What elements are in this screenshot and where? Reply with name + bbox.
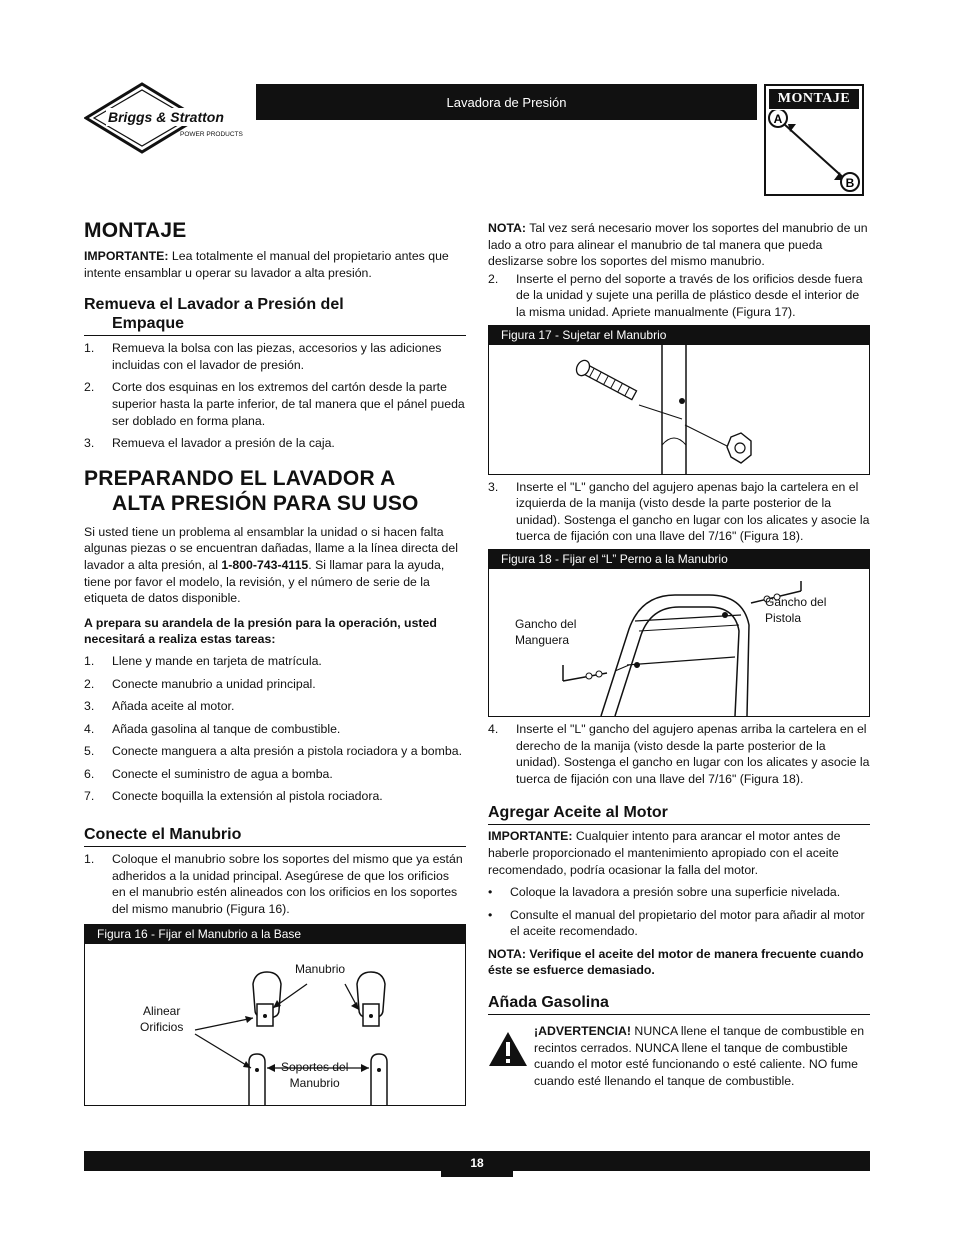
page-number: 18 (441, 1151, 513, 1177)
list-number: 3. (84, 699, 95, 714)
conecte-list (84, 851, 466, 917)
heading-preparando (84, 466, 466, 516)
warning-label: ¡ADVERTENCIA! (534, 1024, 632, 1039)
heading-preparando-line2: ALTA PRESIÓN PARA SU USO (112, 491, 419, 515)
figure-16-caption: Figura 16 - Fijar el Manubrio a la Base (85, 925, 465, 944)
a-to-b-arrow-icon (766, 110, 862, 194)
point-a-label: A (773, 112, 783, 126)
list-number: 1. (84, 852, 95, 867)
nota-text: Tal vez será necesario mover los soportes del manubrio de un lado a otro para alinear el manubrio de tal manera que pueda deslizarse sobre los soportes del mismo manubrio. (488, 221, 868, 269)
list-item (84, 766, 466, 783)
label-soportes-manubrio (281, 1059, 348, 1091)
label-alinear-line1: Alinear (142, 1004, 181, 1019)
label-manguera-line1: Gancho del (515, 616, 577, 631)
list-number: 7. (84, 789, 95, 804)
label-gancho-manguera (515, 616, 576, 648)
preparando-paragraph (84, 524, 466, 607)
list-number: 6. (84, 766, 95, 781)
figure-17 (488, 325, 870, 475)
importante-label: IMPORTANTE: (84, 249, 169, 263)
heading-conecte: Conecte el Manubrio (84, 825, 466, 847)
list-number: 5. (84, 744, 95, 759)
header-title-bar (256, 84, 757, 120)
label-soportes-line2: Manubrio (289, 1076, 340, 1091)
label-soportes-line1: Soportes del (281, 1060, 349, 1075)
figure-18-caption: Figura 18 - Fijar el “L” Perno a la Manubrio (489, 550, 869, 569)
figure-17-caption: Figura 17 - Sujetar el Manubrio (489, 326, 869, 345)
list-text: Añada gasolina al tanque de combustible. (112, 721, 341, 736)
list-text: Coloque el manubrio sobre los soportes del mismo que ya están adheridos a la unidad principal. Asegúrese de que los orificios en el manubrio estén alineados con los orificios en los soportes del mismo manubrio (Figura 16). (112, 852, 463, 916)
brand-logo (84, 80, 256, 156)
list-item (488, 884, 870, 901)
list-text: Conecte manguera a alta presión a pistola rociadora y a bomba. (112, 744, 462, 759)
nota-verifique: NOTA: Verifique el aceite del motor de manera frecuente cuando éste se esfuerce demasiado. (488, 946, 864, 978)
bolt-knob-illustration (489, 345, 869, 474)
label-pistola-line1: Gancho del (765, 594, 827, 609)
aceite-paragraph (488, 828, 870, 878)
list-text: Llene y mande en tarjeta de matrícula. (112, 653, 322, 668)
aceite-bullets (488, 884, 870, 940)
list-number: 4. (84, 721, 95, 736)
list-text: Inserte el "L" gancho del agujero apenas arriba la cartelera en el derecho de la manija (visto desde la parte posterior de la unidad). Sostenga el gancho en lugar con los alicates y asocie la tuerca de fijación con una llave del 7/16" (Figura 18). (516, 721, 870, 786)
list-item (488, 479, 870, 545)
list-item (488, 721, 870, 787)
warning-triangle-icon (488, 1031, 528, 1067)
list-number: 1. (84, 341, 95, 356)
aceite-text: Cualquier intento para arancar el motor antes de haberle proporcionado el mantenimiento apropiado con el aceite recomendado, podría ocasionar la falla del motor. (488, 829, 841, 877)
tasks-intro: A prepara su arandela de la presión para la operación, usted necesitará a realiza estas tareas: (84, 615, 437, 647)
section-tab-title: MONTAJE (769, 89, 859, 109)
list-text: Remueva la bolsa con las piezas, accesorios y las adiciones incluidas con el lavador de presión. (112, 341, 442, 372)
list-item (488, 907, 870, 940)
list-item (84, 788, 466, 805)
label-manubrio: Manubrio (295, 962, 346, 977)
heading-preparando-line1: PREPARANDO EL LAVADOR A (84, 466, 396, 490)
list-text: Inserte el perno del soporte a través de los orificios desde fuera de la unidad y sujete una perilla de plástico desde el interior de la misma unidad. Apriete manualmente (Figura 17). (516, 271, 863, 319)
label-gancho-pistola (765, 594, 826, 626)
aceite-label: IMPORTANTE: (488, 829, 573, 844)
nota-label: NOTA: (488, 221, 527, 235)
list-number: 2. (84, 380, 95, 395)
preparando-text-a: Si usted tiene un problema al ensamblar la unidad o si hacen falta algunas piezas o se encuentran dañadas, llame a la línea directa del lavador a alta presión, al (84, 524, 458, 572)
warning-paragraph (534, 1023, 870, 1089)
list-number: 2. (488, 271, 499, 286)
importante-paragraph (84, 248, 466, 281)
list-item (84, 721, 466, 738)
list-text: Coloque la lavadora a presión sobre una superficie nivelada. (510, 885, 841, 900)
list-text: Inserte el "L" gancho del agujero apenas bajo la cartelera en el izquierda de la manija (visto desde la parte posterior de la unidad). Sostenga el gancho en lugar con los alicates y asocie la tuerca de fijación con una llave del 7/16" (Figura 18). (516, 479, 870, 544)
list-text: Conecte manubrio a unidad principal. (112, 676, 316, 691)
heading-montaje: MONTAJE (84, 219, 187, 242)
left-column (84, 218, 466, 1106)
bullet-icon: • (488, 885, 493, 900)
header-title: Lavadora de Presión (446, 94, 567, 110)
label-alinear-line2: Orificios (140, 1020, 184, 1035)
figure-18 (488, 549, 870, 717)
preparando-text-b: . Si llamar para la ayuda, tiene por favor el modelo, la revisión, y el número de serie de la etiqueta de datos disponible. (84, 557, 445, 606)
bullet-icon: • (488, 907, 493, 922)
list-text: Conecte el suministro de agua a bomba. (112, 766, 333, 781)
list-item (488, 271, 870, 321)
list-text: Conecte boquilla la extensión al pistola rociadora. (112, 789, 383, 804)
warning-block (488, 1023, 870, 1089)
list-number: 2. (84, 676, 95, 691)
list-number: 1. (84, 653, 95, 668)
list-item (84, 653, 466, 670)
list-item (84, 851, 466, 917)
list-item (84, 340, 466, 373)
logo-tagline-text: POWER PRODUCTS (180, 131, 243, 138)
heading-aceite: Agregar Aceite al Motor (488, 803, 870, 825)
warning-text: NUNCA llene el tanque de combustible en recintos cerrados. NUNCA llene el tanque de combustible cuando el motor esté funcionando o esté caliente. NO fume cuando esté llenando el tanque de combustible. (534, 1024, 865, 1088)
list-number: 3. (488, 479, 499, 494)
tasks-list (84, 653, 466, 805)
hotline-phone: 1-800-743-4115 (221, 557, 309, 572)
point-b-label: B (845, 176, 855, 190)
list-number: 4. (488, 721, 499, 736)
logo-brand-text: Briggs & Stratton (108, 109, 224, 125)
list-number: 3. (84, 436, 95, 451)
list-text: Corte dos esquinas en los extremos del cartón desde la parte superior hasta la parte inferior, de tal manera que el pánel pueda ser doblado en forma plana. (112, 380, 465, 428)
list-text: Consulte el manual del propietario del motor para añadir al motor el aceite recomendado. (510, 907, 865, 939)
label-alinear-orificios (140, 1003, 183, 1035)
remueva-list (84, 340, 466, 452)
importante-text: Lea totalmente el manual del propietario antes que intente ensamblar u operar su lavador a alta presión. (84, 249, 449, 280)
list-item (84, 676, 466, 693)
heading-remueva (84, 295, 466, 336)
list-text: Remueva el lavador a presión de la caja. (112, 436, 335, 451)
list-item (84, 698, 466, 715)
nota-paragraph (488, 220, 870, 270)
label-manguera-line2: Manguera (515, 632, 570, 647)
heading-gasolina: Añada Gasolina (488, 993, 870, 1015)
list-item (84, 379, 466, 429)
right-column (488, 220, 870, 1089)
list-text: Añada aceite al motor. (112, 699, 235, 714)
heading-remueva-line2: Empaque (112, 315, 185, 333)
figure-16 (84, 924, 466, 1106)
list-item (84, 743, 466, 760)
label-pistola-line2: Pistola (765, 610, 802, 625)
heading-remueva-line1: Remueva el Lavador a Presión del (84, 296, 344, 314)
section-tab-montaje (764, 84, 864, 196)
list-item (84, 435, 466, 452)
